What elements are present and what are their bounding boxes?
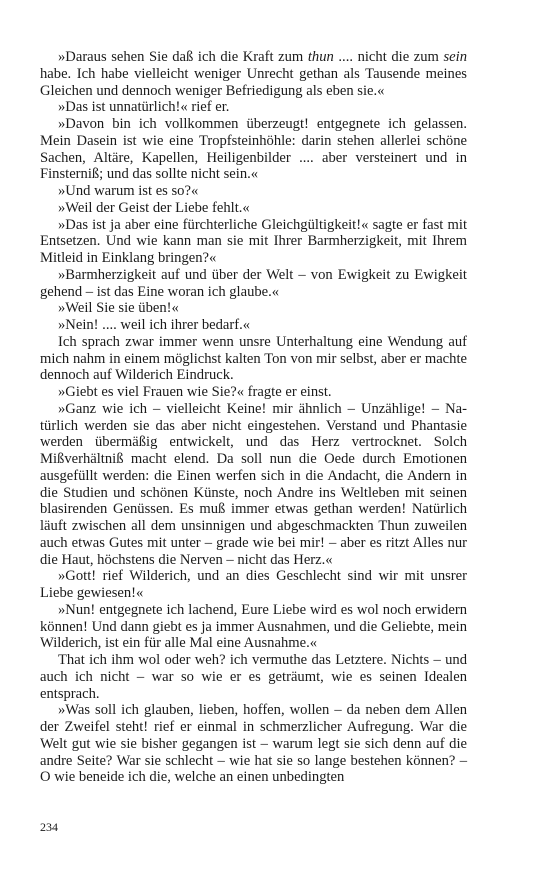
paragraph-13: »Gott! rief Wilderich, und an dies Geschlecht sind wir mit unsrer Liebe gewiesen!« [40, 568, 467, 601]
paragraph-4: »Und warum ist es so?« [58, 183, 199, 199]
paragraph-10: Ich sprach zwar immer wenn unsre Unterhaltung eine Wendung auf mich nahm in einem möglichst kalten Ton von mir selbst, aber er machte dennoch auf Wilderich Eindruck. [40, 333, 467, 384]
paragraph-2: »Das ist unnatürlich!« rief er. [58, 99, 230, 116]
paragraph-9: »Nein! .... weil ich ihrer bedarf.« [58, 317, 251, 333]
paragraph-15: That ich ihm wol oder weh? ich vermuthe das Letztere. Nichts – und auch ich nicht – war so wie er es geträumt, wie es seinen Idealen entsprach. [40, 652, 467, 702]
paragraph-14: »Nun! entgegnete ich lachend, Eure Liebe wird es wol noch erwidern können! Und dann giebt es ja immer Ausnahmen, und die Geliebte, mein Wilderich, ist ein für alle Mal eine Ausnahme.« [40, 601, 467, 652]
paragraph-1: »Daraus sehen Sie daß ich die Kraft zum thun .... nicht die zum sein habe. Ich habe vielleicht weniger Unrecht gethan als Tausende meines Gleichen und dennoch weniger Befriedigung als eben sie.« [40, 49, 467, 99]
paragraph-5: »Weil der Geist der Liebe fehlt.« [58, 199, 250, 216]
paragraph-11: »Giebt es viel Frauen wie Sie?« fragte er einst. [58, 384, 332, 400]
paragraph-7: »Barmherzigkeit auf und über der Welt – von Ewigkeit zu Ewigkeit gehend – ist das Eine woran ich glaube.« [40, 266, 467, 300]
paragraph-16: »Was soll ich glauben, lieben, hoffen, wollen – da neben dem Allen der Zweifel steht! rief er einmal in schmerzlicher Aufregung. War die Welt gut wie sie bisher gegangen ist – warum legt sie sich denn auf die andre Seite? War sie schlecht – wie hat sie so lange bestehen können? – O wie beneide ich die, welche an einen unbedingten [40, 702, 467, 786]
paragraph-8: »Weil Sie sie üben!« [58, 300, 179, 317]
page-body-text [40, 49, 467, 786]
page-number: 234 [40, 820, 58, 834]
paragraph-6: »Das ist ja aber eine fürchterliche Gleichgültigkeit!« sagte er fast mit Entsetzen. Und wie kann man sie mit Ihrer Barmherzigkeit, mit Ihrem Mitleid in Einklang bringen?« [40, 216, 467, 266]
book-page [40, 49, 467, 786]
paragraph-3: »Davon bin ich vollkommen überzeugt! entgegnete ich gelassen. Mein Dasein ist wie eine Tropfsteinhöhle: darin stehen allerlei schöne Sachen, Altäre, Kapellen, Heiligenbilder .... aber versteinert und in Finsterniß; und das sollte nicht sein.« [40, 116, 467, 183]
paragraph-12: »Ganz wie ich – vielleicht Keine! mir ähnlich – Unzählige! – Natürlich werden sie das aber nicht eingestehen. Verstand und Phantasie werden übermäßig entwickelt, und das Herz vertrocknet. Solch Mißverhältniß macht elend. Da soll nun die Oede durch Emotionen ausgefüllt werden: die Einen werfen sich in die Andacht, die Andern in die Studien und schönen Künste, noch Andre ins Weltleben mit seinen blasirenden Genüssen. Es muß immer etwas gethan werden! Natürlich läuft zwischen all dem unsinnigen und abgeschmackten Thun zuweilen auch etwas Gutes mit unter – grade wie bei mir! – aber es ritzt Alles nur die Haut, höchstens die Nerven – nicht das Herz.« [40, 400, 467, 568]
